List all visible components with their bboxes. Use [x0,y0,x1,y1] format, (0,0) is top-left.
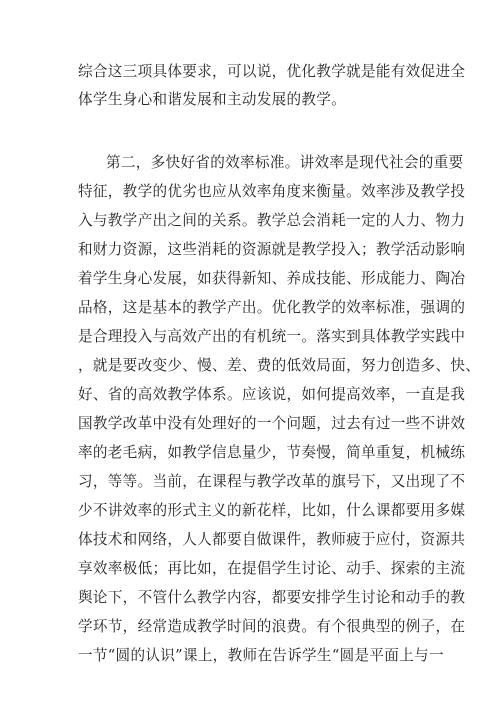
text-line: ，就是要改变少、慢、差、费的低效局面，努力创造多、快、 [78,357,481,374]
text-line: 好、省的高效教学体系。应该说，如何提高效率，一直是我 [78,386,466,403]
text-line: 是合理投入与高效产出的有机统一。落实到具体教学实践中 [78,328,466,345]
text-line: 国教学改革中没有处理好的一个问题，过去有过一些不讲效 [78,415,466,432]
text-line: 综合这三项具体要求，可以说，优化教学就是能有效促进全 [78,63,466,80]
text-line: 着学生身心发展，如获得新知、养成技能、形成能力、陶冶 [78,270,466,287]
text-line: 体技术和网络，人人都要自做课件，教师疲于应付，资源共 [78,531,466,548]
text-line: 一节“圆的认识”课上，教师在告诉学生“圆是平面上与一 [78,647,444,664]
text-line: 入与教学产出之间的关系。教学总会消耗一定的人力、物力 [78,212,466,229]
text-line: 舆论下，不管什么教学内容，都要安排学生讨论和动手的教 [78,589,466,606]
text-line: 特征，教学的优劣也应从效率角度来衡量。效率涉及教学投 [78,183,466,200]
text-line: 少不讲效率的形式主义的新花样，比如，什么课都要用多媒 [78,502,466,519]
text-line: 享效率极低；再比如，在提倡学生讨论、动手、探索的主流 [78,560,466,577]
text-line: 率的老毛病，如教学信息量少，节奏慢，简单重复，机械练 [78,444,466,461]
text-line: 品格，这是基本的教学产出。优化教学的效率标准，强调的 [78,299,466,316]
text-line: 和财力资源，这些消耗的资源就是教学投入；教学活动影响 [78,241,466,258]
text-line: 第二，多快好省的效率标准。讲效率是现代社会的重要 [106,154,464,171]
text-line: 体学生身心和谐发展和主动发展的教学。 [78,91,347,108]
text-line: 习，等等。当前，在课程与教学改革的旗号下，又出现了不 [78,473,466,490]
text-line: 学环节，经常造成教学时间的浪费。有个很典型的例子，在 [78,618,466,635]
